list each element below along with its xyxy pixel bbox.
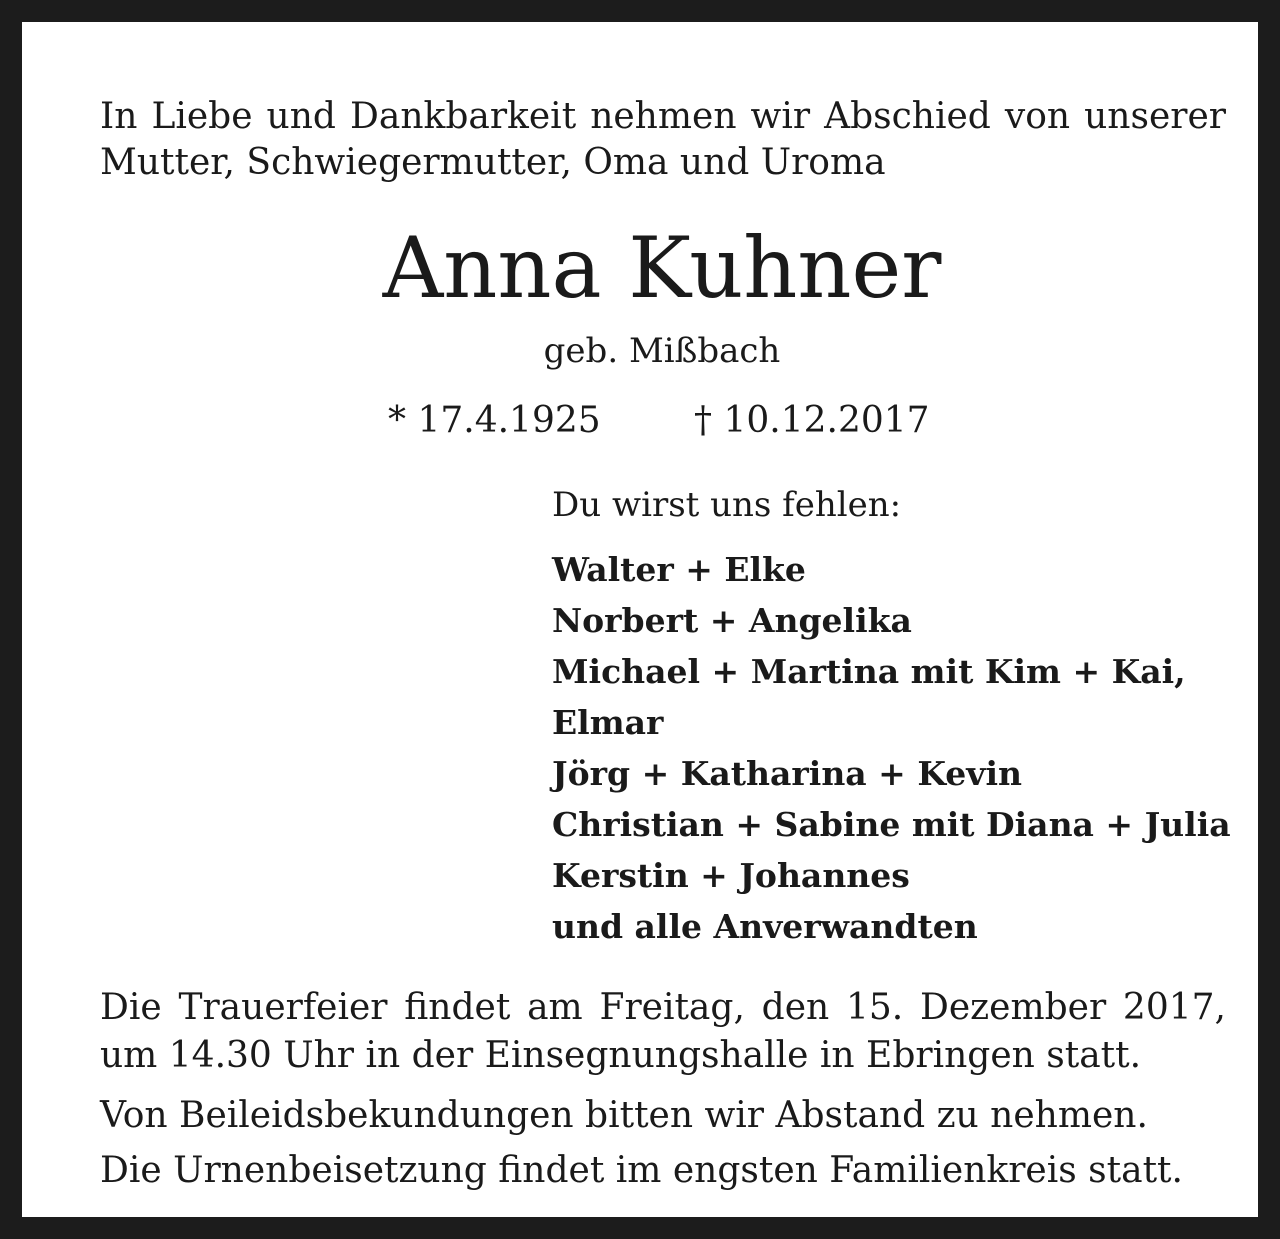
ceremony-text: Die Trauerfeier findet am Freitag, den 15. Dezember 2017, um 14.30 Uhr in der Einsegnungshalle in Ebringen statt.: [100, 987, 1226, 1076]
condolence-note: Von Beileidsbekundungen bitten wir Abstand zu nehmen.: [100, 1095, 1148, 1136]
survivor-line: Elmar: [552, 703, 664, 742]
birth-date: * 17.4.1925: [388, 400, 601, 441]
survivors-list: [552, 544, 1252, 952]
survivor-line: Walter + Elke: [552, 550, 806, 589]
survivor-line: Michael + Martina mit Kim + Kai,: [552, 652, 1186, 691]
survivor-line: Norbert + Angelika: [552, 601, 912, 640]
deceased-name: Anna Kuhner: [382, 219, 942, 317]
survivor-line: und alle Anverwandten: [552, 907, 978, 946]
survivor-line: Christian + Sabine mit Diana + Julia: [552, 805, 1231, 844]
intro-text: In Liebe und Dankbarkeit nehmen wir Abschied von unserer Mutter, Schwiegermutter, Oma und Uroma: [100, 96, 1226, 183]
survivors-heading: Du wirst uns fehlen:: [552, 485, 902, 525]
survivor-line: Jörg + Katharina + Kevin: [552, 754, 1022, 793]
burial-note: Die Urnenbeisetzung findet im engsten Familienkreis statt.: [100, 1150, 1183, 1191]
survivor-line: Kerstin + Johannes: [552, 856, 910, 895]
death-date: † 10.12.2017: [694, 400, 930, 441]
survivors-block: [552, 480, 1252, 952]
birth-name: geb. Mißbach: [543, 331, 781, 371]
